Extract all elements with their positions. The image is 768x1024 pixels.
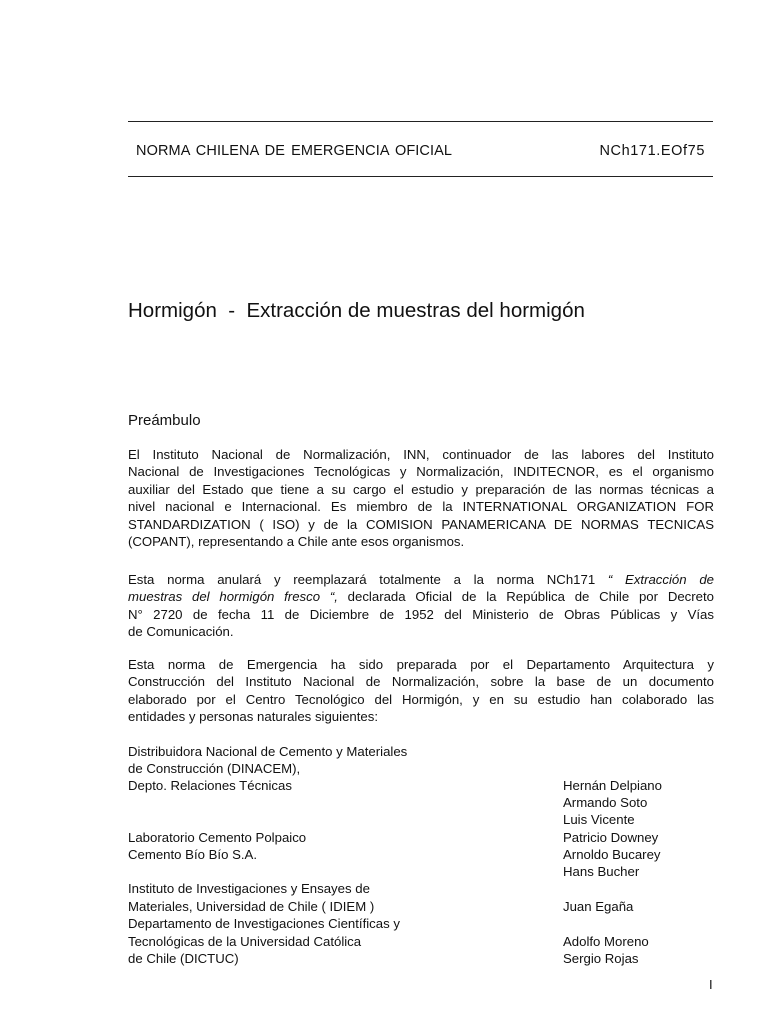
paragraph-line	[128, 571, 714, 588]
page-number: I	[709, 977, 713, 992]
participant-entity: Tecnológicas de la Universidad Católica	[128, 934, 362, 949]
participant-person: Sergio Rojas	[563, 951, 639, 966]
participant-entity: Departamento de Investigaciones Científicas y	[128, 916, 400, 931]
standard-code: NCh171.EOf75	[599, 143, 705, 159]
header-top-rule	[128, 121, 713, 122]
paragraph-line: STANDARDIZATION ( ISO) y de la COMISION PANAMERICANA DE NORMAS TECNICAS	[128, 516, 714, 532]
participant-entity: Depto. Relaciones Técnicas	[128, 778, 292, 793]
participant-entity: de Chile (DICTUC)	[128, 951, 239, 966]
participant-person: Hernán Delpiano	[563, 778, 662, 793]
paragraph-line	[128, 588, 714, 605]
preamble-paragraph-1	[128, 446, 714, 550]
cited-standard-title: muestras del hormigón fresco “,	[128, 589, 338, 605]
paragraph-line: elaborado por el Centro Tecnológico del Hormigón, y en su estudio han colaborado las	[128, 691, 714, 707]
cited-standard-title: “ Extracción de	[607, 572, 714, 587]
participant-person: Luis Vicente	[563, 812, 635, 827]
paragraph-line: Esta norma de Emergencia ha sido preparada por el Departamento Arquitectura y	[128, 657, 714, 672]
paragraph-line: N° 2720 de fecha 11 de Diciembre de 1952 del Ministerio de Obras Públicas y Vías	[128, 606, 714, 622]
paragraph-line: auxiliar del Estado que tiene a su cargo el estudio y preparación de las normas técnicas a	[128, 481, 714, 497]
preamble-paragraph-2	[128, 571, 714, 641]
participant-entity: Instituto de Investigaciones y Ensayes de	[128, 881, 370, 896]
participant-entity: Distribuidora Nacional de Cemento y Materiales	[128, 744, 408, 759]
standard-type-label: NORMA CHILENA DE EMERGENCIA OFICIAL	[136, 143, 453, 159]
paragraph-line: de Comunicación.	[128, 624, 234, 640]
paragraph-line: El Instituto Nacional de Normalización, INN, continuador de las labores del Instituto	[128, 447, 714, 462]
paragraph-line: Nacional de Investigaciones Tecnológicas y Normalización, INDITECNOR, es el organismo	[128, 464, 714, 480]
header-bottom-rule	[128, 176, 713, 177]
paragraph-line: (COPANT), representando a Chile ante esos organismos.	[128, 534, 465, 550]
participant-entity: de Construcción (DINACEM),	[128, 761, 301, 776]
participant-entity: Cemento Bío Bío S.A.	[128, 847, 258, 862]
participant-person: Hans Bucher	[563, 864, 640, 879]
paragraph-line: Construcción del Instituto Nacional de Normalización, sobre la base de un documento	[128, 674, 714, 690]
participant-person: Arnoldo Bucarey	[563, 847, 661, 862]
participant-person: Patricio Downey	[563, 830, 659, 845]
preamble-heading: Preámbulo	[128, 412, 201, 429]
paragraph-line: nivel nacional e Internacional. Es miembro de la INTERNATIONAL ORGANIZATION FOR	[128, 499, 714, 515]
participant-person: Adolfo Moreno	[563, 934, 649, 949]
paragraph-text: Esta norma anulará y reemplazará totalmente a la norma NCh171	[128, 572, 608, 587]
paragraph-line: entidades y personas naturales siguientes:	[128, 709, 378, 725]
document-title: Hormigón - Extracción de muestras del hormigón	[128, 299, 585, 322]
preamble-paragraph-3	[128, 656, 714, 726]
participant-person: Armando Soto	[563, 795, 648, 810]
participant-entity: Laboratorio Cemento Polpaico	[128, 830, 307, 845]
participant-entity: Materiales, Universidad de Chile ( IDIEM )	[128, 899, 375, 914]
paragraph-text: declarada Oficial de la República de Chile por Decreto	[337, 589, 714, 605]
participant-person: Juan Egaña	[563, 899, 634, 914]
